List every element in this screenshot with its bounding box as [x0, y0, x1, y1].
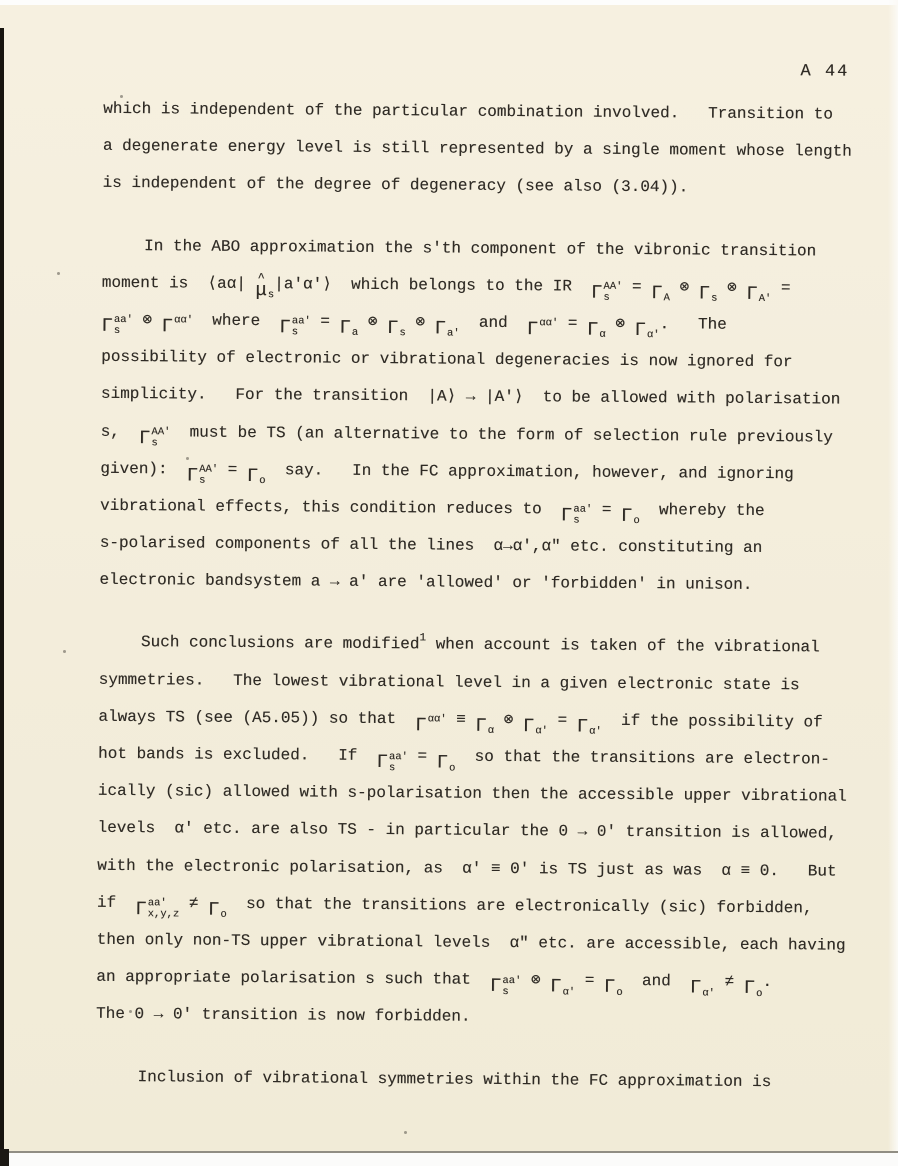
gamma-symbol: Γ α′ [634, 318, 660, 342]
text-line: levels α′ etc. are also TS - in particular the 0 → 0' transition is allowed, [97, 819, 837, 843]
gamma-symbol: Γ o [603, 975, 623, 999]
gamma-symbol: Γ o [246, 464, 266, 488]
scan-left-edge [0, 28, 4, 1152]
gamma-symbol: Γ aa' s [101, 314, 133, 338]
mu-operator-symbol: μ ^ s [255, 279, 274, 301]
gamma-symbol: Γ αα′ [161, 314, 194, 338]
text-line: Such conclusions are modified$^1$ when account is taken of the vibrational [140, 632, 820, 657]
page-number: A 44 [800, 62, 850, 82]
text-line: if Γ aa' x,y,z ≠ Γ o so that the transitions are electronically (sic) forbidden, [96, 893, 813, 922]
text-line: then only non-TS upper vibrational levels α″ etc. are accessible, each having [96, 930, 846, 955]
text-line: vibrational effects, this condition reduces to Γ aa' s = Γ o whereby the [99, 496, 765, 528]
text-line: moment is ⟨aα| μ ^ s |a'α′⟩ which belongs to the IR Γ AA' s = Γ A ⊗ Γ s ⊗ Γ A' = [102, 265, 882, 308]
text-line: s, Γ AA' s must be TS (an alternative to the form of selection rule previously [100, 422, 833, 450]
gamma-symbol: Γ α′ [576, 715, 602, 739]
gamma-symbol: Γ α′ [689, 976, 715, 1000]
gamma-symbol: Γ αα′ [526, 317, 559, 341]
text-line: Γ aa' s ⊗ Γ αα′ where Γ aa' s = Γ a ⊗ Γ s ⊗ Γ a' and Γ αα′ = Γ α ⊗ Γ α′ . The [101, 310, 727, 342]
text-line: simplicity. For the transition |A⟩ → |A'⟩ to be allowed with polarisation [100, 385, 841, 409]
gamma-symbol: Γ α [475, 714, 495, 738]
text-line: The 0 → 0' transition is now forbidden. [95, 1005, 471, 1027]
gamma-symbol: Γ αα′ [415, 713, 447, 737]
paragraph [96, 624, 879, 1039]
document-body [95, 91, 883, 1102]
text-line: electronic bandsystem a → a' are 'allowed' or 'forbidden' in unison. [99, 571, 753, 595]
text-line: is independent of the degree of degeneracy (see also (3.04)). [102, 174, 689, 197]
gamma-symbol: Γ aa' s [376, 750, 408, 774]
gamma-symbol: Γ o [743, 976, 763, 1000]
gamma-symbol: Γ o [620, 504, 640, 528]
gamma-symbol: Γ AA' s [590, 280, 623, 305]
text-line: hot bands is excluded. If Γ aa' s = Γ o so that the transitions are electron- [98, 744, 830, 775]
text-line: ically (sic) allowed with s-polarisation then the accessible upper vibrational [97, 781, 847, 806]
text-line: possibility of electronic or vibrational degeneracies is now ignored for [101, 347, 793, 372]
scanner-background-strip [0, 1151, 898, 1166]
text-line: s-polarised components of all the lines α→α′,α″ etc. constituting an [99, 533, 763, 558]
text-line: an appropriate polarisation s such that Γ aa' s ⊗ Γ α′ = Γ o and Γ α′ ≠ Γ o . [96, 967, 773, 1000]
gamma-symbol: Γ s [698, 282, 718, 305]
gamma-symbol: Γ a' [434, 317, 460, 341]
text-line: which is independent of the particular combination involved. Transition to [103, 99, 833, 124]
text-line: given): Γ AA' s = Γ o say. In the FC approximation, however, and ignoring [100, 459, 794, 488]
gamma-symbol: Γ α [586, 318, 606, 342]
text-line: a degenerate energy level is still represented by a single moment whose length [102, 137, 852, 161]
text-line: In the ABO approximation the s'th component of the vibronic transition [144, 236, 817, 260]
text-line: with the electronic polarisation, as α′ ≡ 0' is TS just as was α ≡ 0. But [97, 856, 837, 881]
gamma-symbol: Γ o [436, 751, 456, 775]
paragraph [99, 227, 882, 605]
text-line: symmetries. The lowest vibrational level in a given electronic state is [98, 670, 800, 694]
gamma-symbol: Γ aa' s [279, 315, 311, 339]
gamma-symbol: Γ A [651, 281, 670, 305]
scan-bottom-notch [0, 1149, 9, 1166]
gamma-symbol: Γ α′ [522, 714, 548, 738]
text-line: always TS (see (A5.05)) so that Γ αα′ ≡ Γ α ⊗ Γ α′ = Γ α′ if the possibility of [98, 707, 823, 739]
gamma-symbol: Γ AA' s [138, 426, 171, 450]
paragraph [95, 1058, 875, 1101]
gamma-symbol: Γ AA' s [186, 463, 219, 487]
gamma-symbol: Γ A' [746, 282, 772, 306]
paragraph [102, 91, 883, 209]
gamma-symbol: Γ aa' x,y,z [135, 897, 180, 921]
gamma-symbol: Γ aa' s [560, 503, 593, 527]
text-line: Inclusion of vibrational symmetries within the FC approximation is [137, 1067, 772, 1091]
gamma-symbol: Γ aa' s [489, 974, 522, 998]
gamma-symbol: Γ s [386, 316, 406, 340]
gamma-symbol: Γ α′ [550, 975, 576, 999]
gamma-symbol: Γ a [339, 316, 359, 340]
gamma-symbol: Γ o [207, 898, 227, 922]
footnote-marker: 1 [419, 632, 427, 645]
